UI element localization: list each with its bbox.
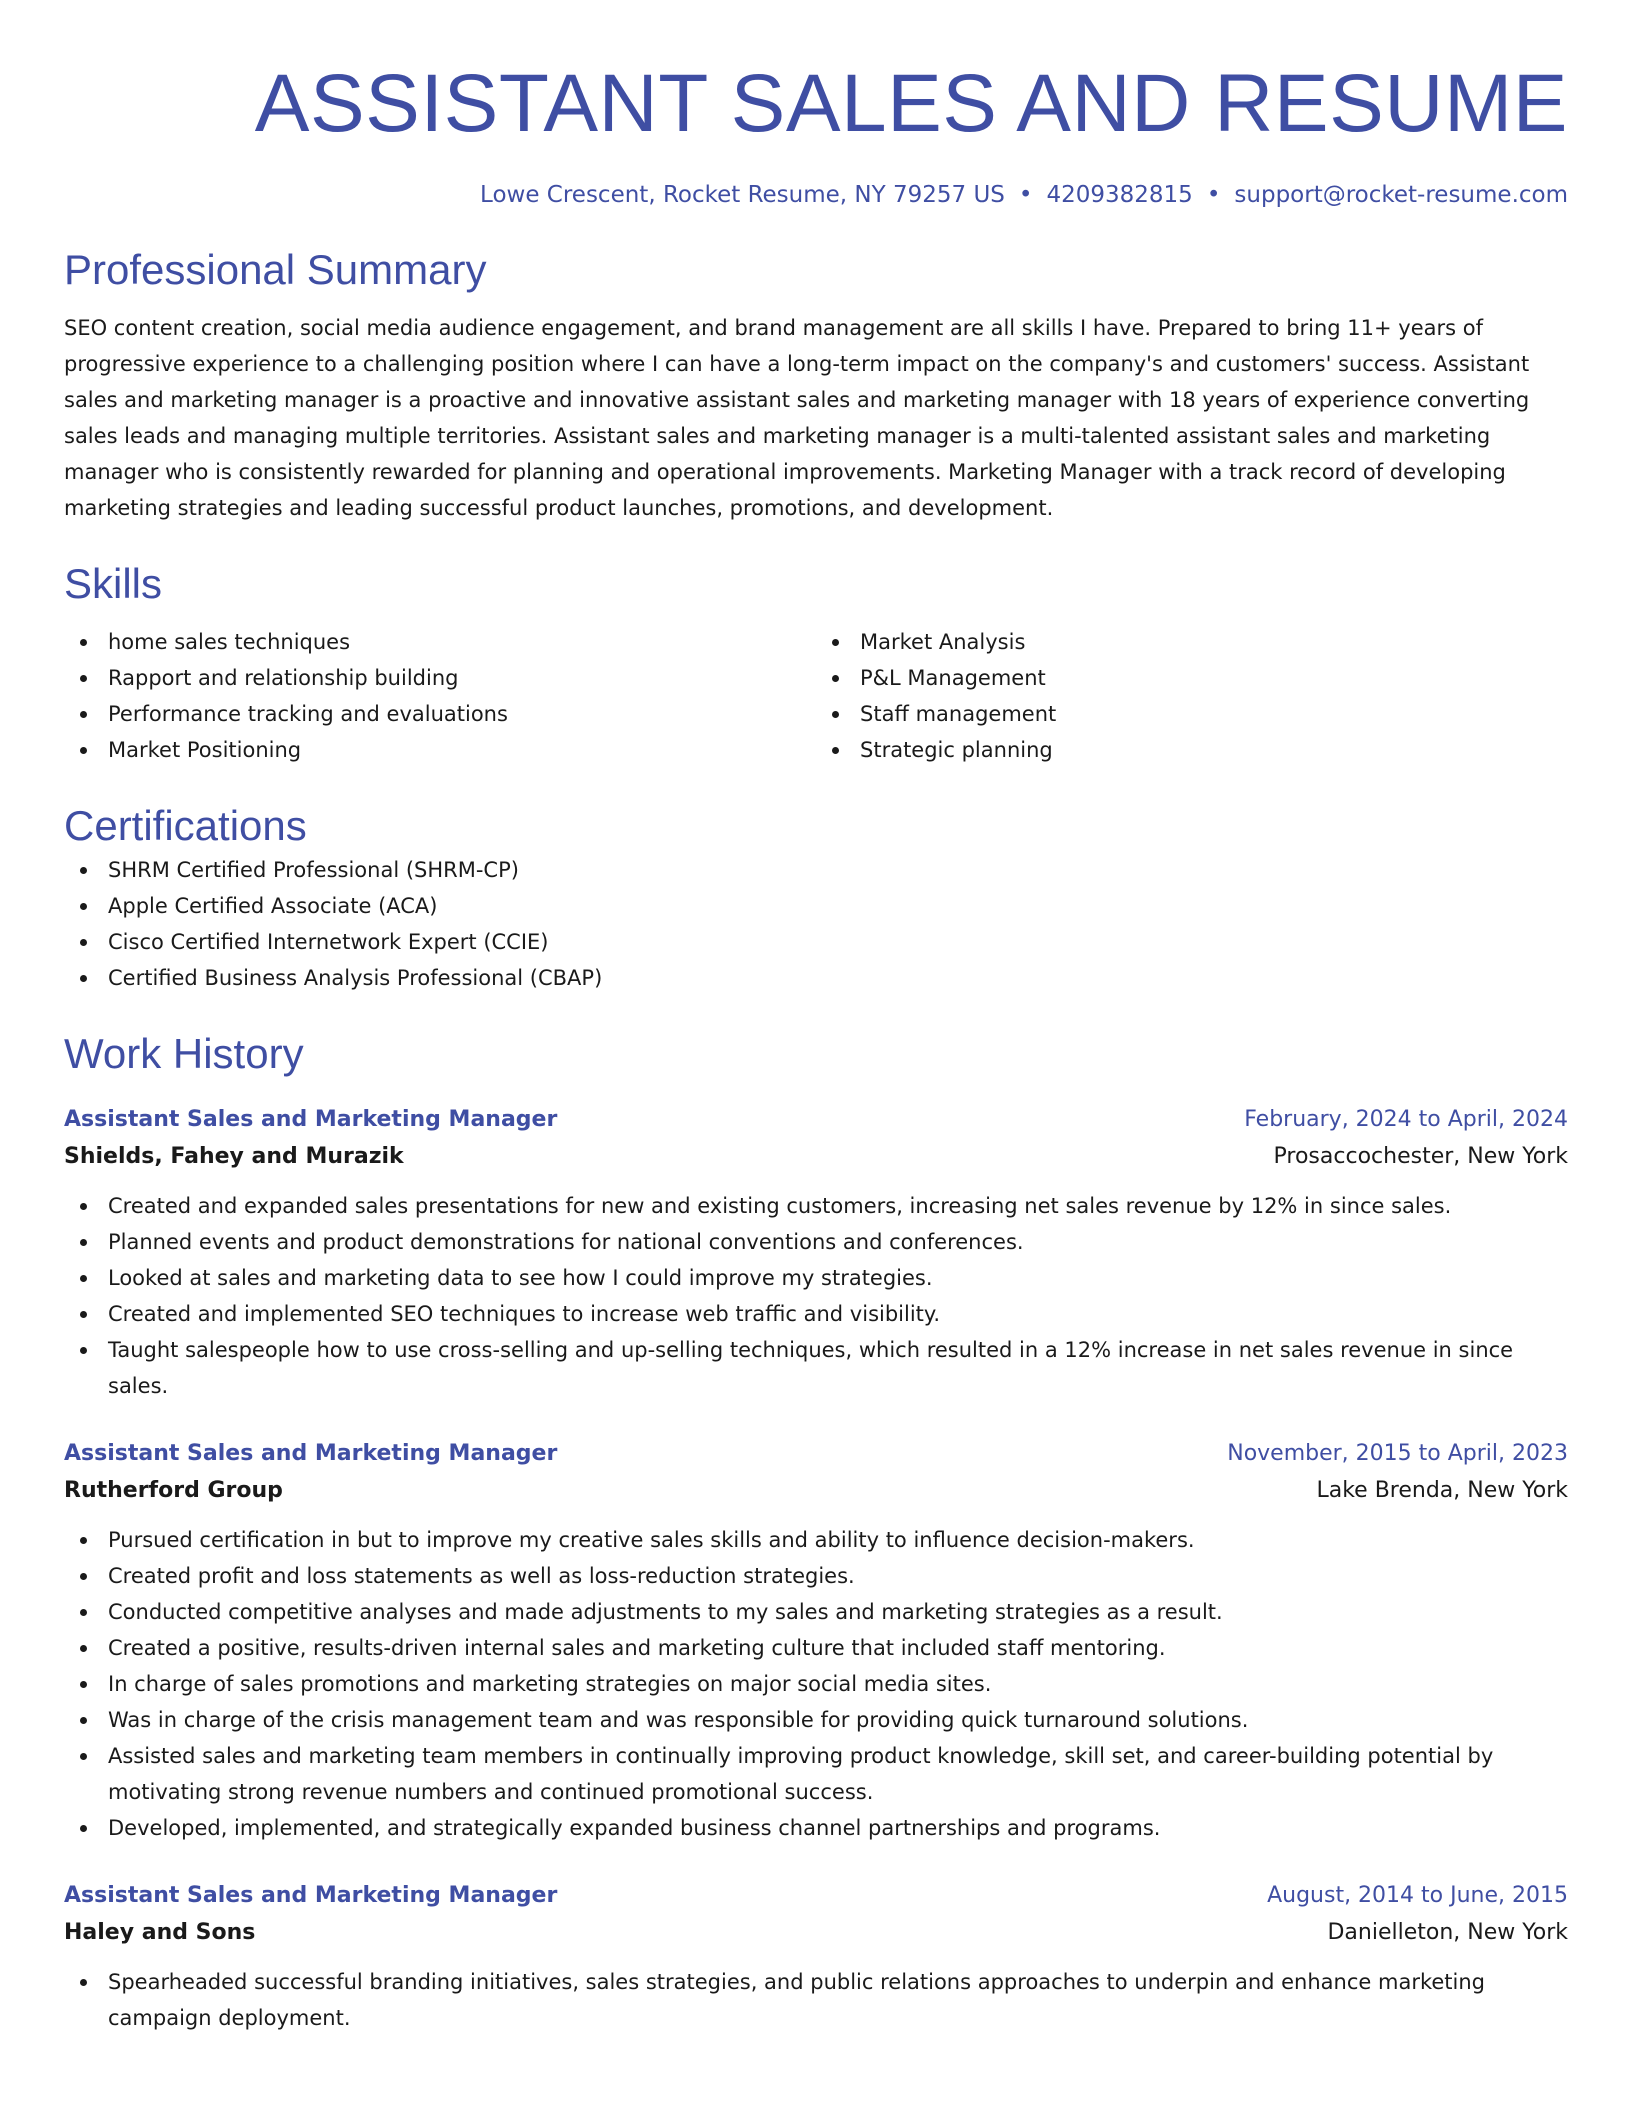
summary-heading: Professional Summary: [64, 246, 487, 293]
skill-item: Market Positioning: [64, 732, 816, 768]
job-dates: February, 2024 to April, 2024: [1244, 1107, 1568, 1132]
skills-section: [64, 558, 1568, 768]
summary-section: [64, 244, 1568, 526]
candidate-name: ASSISTANT SALES AND RESUME: [254, 58, 1568, 149]
contact-phone: 4209382815: [1046, 182, 1193, 208]
skill-item: Market Analysis: [816, 624, 1568, 660]
skill-item: home sales techniques: [64, 624, 816, 660]
certifications-list: [64, 852, 1568, 996]
contact-separator: •: [1018, 182, 1033, 208]
skills-list-right: [816, 624, 1568, 768]
job-entry: [64, 1102, 1568, 1404]
skill-item: Strategic planning: [816, 732, 1568, 768]
job-title-row: [64, 1102, 1568, 1138]
job-bullet: Created and expanded sales presentations for new and existing customers, increasing net sales revenue by 12% in since sales.: [64, 1188, 1568, 1224]
job-bullet: Pursued certification in but to improve my creative sales skills and ability to influence decision-makers.: [64, 1522, 1568, 1558]
job-company-row: [64, 1914, 1568, 1952]
job-entry: [64, 1436, 1568, 1846]
certification-item: Apple Certified Associate (ACA): [64, 888, 1568, 924]
job-title: Assistant Sales and Marketing Manager: [64, 1107, 558, 1132]
job-bullet: Created and implemented SEO techniques to increase web traffic and visibility.: [64, 1296, 1568, 1332]
job-location: Lake Brenda, New York: [1316, 1478, 1568, 1503]
job-bullets: [64, 1964, 1568, 2036]
job-company-row: [64, 1472, 1568, 1510]
skill-item: Performance tracking and evaluations: [64, 696, 816, 732]
job-company: Rutherford Group: [64, 1478, 283, 1503]
job-title-row: [64, 1878, 1568, 1914]
job-title: Assistant Sales and Marketing Manager: [64, 1883, 558, 1908]
certification-item: Cisco Certified Internetwork Expert (CCIE): [64, 924, 1568, 960]
contact-address: Lowe Crescent, Rocket Resume, NY 79257 US: [480, 182, 1005, 208]
job-entry: [64, 1878, 1568, 2036]
skills-heading: Skills: [64, 560, 163, 607]
certification-item: Certified Business Analysis Professional (CBAP): [64, 960, 1568, 996]
job-bullet: In charge of sales promotions and marketing strategies on major social media sites.: [64, 1666, 1568, 1702]
job-bullet: Developed, implemented, and strategically expanded business channel partnerships and programs.: [64, 1810, 1568, 1846]
job-bullet: Taught salespeople how to use cross-selling and up-selling techniques, which resulted in a 12% increase in net sales revenue in since sales.: [64, 1332, 1568, 1404]
skills-list-left: [64, 624, 816, 768]
job-company: Shields, Fahey and Murazik: [64, 1144, 404, 1169]
summary-text: SEO content creation, social media audience engagement, and brand management are all skills I have. Prepared to bring 11+ years of progressive experience to a challenging position where I can have a long-term impact on the company's and customers' success. Assistant sales and marketing manager is a proactive and innovative assistant sales and marketing manager with 18 years of experience converting sales leads and managing multiple territories. Assistant sales and marketing manager is a multi-talented assistant sales and marketing manager who is consistently rewarded for planning and operational improvements. Marketing Manager with a track record of developing marketing strategies and leading successful product launches, promotions, and development.: [64, 316, 1530, 520]
job-bullet: Was in charge of the crisis management team and was responsible for providing quick turnaround solutions.: [64, 1702, 1568, 1738]
certifications-section: [64, 800, 1568, 996]
job-bullet: Created profit and loss statements as well as loss-reduction strategies.: [64, 1558, 1568, 1594]
certification-item: SHRM Certified Professional (SHRM-CP): [64, 852, 1568, 888]
job-dates: August, 2014 to June, 2015: [1267, 1883, 1568, 1908]
job-title-row: [64, 1436, 1568, 1472]
job-location: Danielleton, New York: [1327, 1920, 1568, 1945]
skill-item: Staff management: [816, 696, 1568, 732]
resume-header: [64, 0, 1568, 210]
job-bullet: Assisted sales and marketing team members in continually improving product knowledge, skill set, and career-building potential by motivating strong revenue numbers and continued promotional success.: [64, 1738, 1568, 1810]
job-dates: November, 2015 to April, 2023: [1227, 1441, 1568, 1466]
job-bullet: Conducted competitive analyses and made adjustments to my sales and marketing strategies as a result.: [64, 1594, 1568, 1630]
job-bullet: Planned events and product demonstrations for national conventions and conferences.: [64, 1224, 1568, 1260]
contact-separator: •: [1206, 182, 1221, 208]
job-title: Assistant Sales and Marketing Manager: [64, 1441, 558, 1466]
job-bullet: Spearheaded successful branding initiatives, sales strategies, and public relations approaches to underpin and enhance marketing campaign deployment.: [64, 1964, 1568, 2036]
work-history-heading: Work History: [64, 1030, 304, 1077]
job-company: Haley and Sons: [64, 1920, 256, 1945]
job-bullet: Created a positive, results-driven internal sales and marketing culture that included staff mentoring.: [64, 1630, 1568, 1666]
contact-email: support@rocket-resume.com: [1234, 182, 1568, 208]
job-bullets: [64, 1522, 1568, 1846]
contact-line: [64, 180, 1568, 210]
job-bullet: Looked at sales and marketing data to see how I could improve my strategies.: [64, 1260, 1568, 1296]
skill-item: P&L Management: [816, 660, 1568, 696]
work-history-section: [64, 1028, 1568, 2036]
job-bullets: [64, 1188, 1568, 1404]
certifications-heading: Certifications: [64, 802, 307, 849]
skill-item: Rapport and relationship building: [64, 660, 816, 696]
job-company-row: [64, 1138, 1568, 1176]
job-location: Prosaccochester, New York: [1273, 1144, 1568, 1169]
skills-columns: [64, 624, 1568, 768]
